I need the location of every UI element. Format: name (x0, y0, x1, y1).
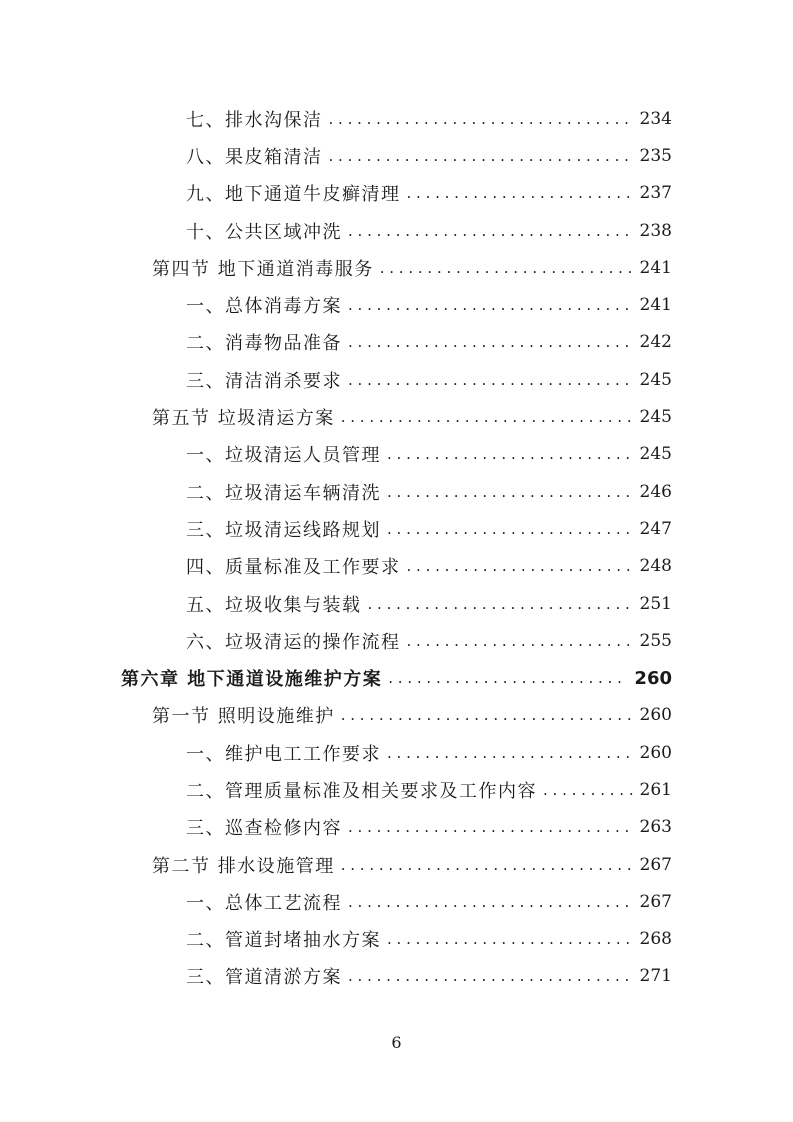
toc-entry[interactable] (0, 548, 793, 585)
toc-entry-line (186, 628, 672, 654)
toc-entry-page: 245 (639, 407, 672, 428)
toc-entry[interactable] (0, 697, 793, 734)
toc-leader-dots (348, 296, 634, 314)
toc-leader-dots (341, 856, 634, 874)
toc-leader-dots (387, 445, 634, 463)
toc-entry-title: 七、排水沟保洁 (186, 109, 323, 131)
toc-entry-page: 260 (634, 667, 672, 689)
toc-entry-page: 245 (639, 444, 672, 465)
toc-entry-title: 第一节 照明设施维护 (152, 706, 335, 728)
toc-entry-line (152, 852, 672, 878)
toc-entry-line (186, 367, 672, 393)
toc-entry-page: 234 (639, 108, 672, 129)
toc-entry-title: 九、地下通道牛皮癣清理 (186, 184, 401, 206)
toc-entry-title: 二、管道封堵抽水方案 (186, 930, 381, 952)
toc-entry[interactable] (0, 249, 793, 286)
table-of-contents (0, 100, 793, 995)
toc-entry-title: 二、垃圾清运车辆清洗 (186, 482, 381, 504)
toc-entry-page: 271 (639, 966, 672, 987)
toc-leader-dots (341, 408, 634, 426)
toc-entry-line (186, 329, 672, 355)
toc-entry-title: 一、垃圾清运人员管理 (186, 445, 381, 467)
toc-entry[interactable] (0, 883, 793, 920)
toc-entry-line (186, 740, 672, 766)
toc-leader-dots (387, 520, 634, 538)
toc-entry-page: 251 (639, 593, 672, 614)
toc-entry-line (186, 889, 672, 915)
toc-entry-title: 十、公共区域冲洗 (186, 221, 342, 243)
toc-entry-line (186, 591, 672, 617)
toc-leader-dots (348, 371, 634, 389)
toc-entry-title: 六、垃圾清运的操作流程 (186, 631, 401, 653)
toc-entry-page: 245 (639, 369, 672, 390)
toc-leader-dots (348, 967, 634, 985)
toc-entry-title: 五、垃圾收集与装载 (186, 594, 362, 616)
toc-leader-dots (388, 669, 628, 687)
toc-entry-line (186, 777, 672, 803)
toc-entry-page: 268 (639, 929, 672, 950)
toc-entry-page: 235 (639, 145, 672, 166)
toc-entry-page: 241 (639, 257, 672, 278)
toc-leader-dots (368, 595, 634, 613)
toc-entry-line (152, 255, 672, 281)
toc-entry-line (186, 180, 672, 206)
toc-leader-dots (329, 147, 634, 165)
toc-entry[interactable] (0, 809, 793, 846)
toc-leader-dots (348, 893, 634, 911)
toc-leader-dots (387, 744, 634, 762)
toc-entry[interactable] (0, 585, 793, 622)
toc-entry-title: 三、巡查检修内容 (186, 818, 342, 840)
toc-entry-line (152, 404, 672, 430)
toc-entry-line (186, 963, 672, 989)
toc-entry[interactable] (0, 398, 793, 435)
toc-entry[interactable] (0, 846, 793, 883)
toc-entry-title: 三、管道清淤方案 (186, 967, 342, 989)
toc-entry[interactable] (0, 100, 793, 137)
toc-leader-dots (348, 818, 634, 836)
toc-entry[interactable] (0, 771, 793, 808)
toc-entry-line (186, 441, 672, 467)
toc-leader-dots (387, 930, 634, 948)
toc-entry-page: 260 (639, 705, 672, 726)
toc-entry-page: 267 (639, 854, 672, 875)
toc-entry[interactable] (0, 286, 793, 323)
toc-entry-page: 267 (639, 891, 672, 912)
toc-leader-dots (543, 781, 634, 799)
toc-entry-line (186, 553, 672, 579)
toc-entry-title: 第四节 地下通道消毒服务 (152, 258, 374, 280)
toc-entry-page: 242 (639, 332, 672, 353)
toc-leader-dots (387, 483, 634, 501)
toc-leader-dots (348, 222, 634, 240)
toc-entry[interactable] (0, 958, 793, 995)
toc-entry-line (186, 106, 672, 132)
toc-entry-page: 261 (639, 779, 672, 800)
toc-entry-line (186, 292, 672, 318)
toc-leader-dots (407, 184, 634, 202)
toc-entry-line (186, 143, 672, 169)
toc-entry-line (186, 516, 672, 542)
toc-entry-page: 238 (639, 220, 672, 241)
toc-entry-line (186, 814, 672, 840)
toc-leader-dots (341, 706, 634, 724)
toc-leader-dots (407, 632, 634, 650)
toc-entry-title: 一、维护电工工作要求 (186, 743, 381, 765)
toc-entry-title: 三、垃圾清运线路规划 (186, 519, 381, 541)
toc-entry-page: 241 (639, 295, 672, 316)
toc-entry[interactable] (0, 659, 793, 696)
toc-entry-line (186, 926, 672, 952)
toc-entry-page: 248 (639, 556, 672, 577)
toc-entry-title: 四、质量标准及工作要求 (186, 557, 401, 579)
toc-entry-title: 八、果皮箱清洁 (186, 146, 323, 168)
toc-entry-line (186, 218, 672, 244)
toc-entry[interactable] (0, 212, 793, 249)
toc-entry-page: 260 (639, 742, 672, 763)
toc-entry[interactable] (0, 137, 793, 174)
toc-entry[interactable] (0, 436, 793, 473)
toc-entry-title: 一、总体消毒方案 (186, 296, 342, 318)
toc-entry-title: 第二节 排水设施管理 (152, 855, 335, 877)
toc-entry[interactable] (0, 361, 793, 398)
toc-entry-title: 二、管理质量标准及相关要求及工作内容 (186, 780, 537, 802)
toc-entry[interactable] (0, 510, 793, 547)
toc-entry-title: 第六章 地下通道设施维护方案 (121, 669, 383, 691)
toc-entry[interactable] (0, 175, 793, 212)
toc-entry-page: 237 (639, 183, 672, 204)
toc-entry-page: 246 (639, 481, 672, 502)
toc-entry[interactable] (0, 622, 793, 659)
toc-entry[interactable] (0, 473, 793, 510)
toc-entry[interactable] (0, 734, 793, 771)
toc-leader-dots (348, 333, 634, 351)
toc-entry-title: 三、清洁消杀要求 (186, 370, 342, 392)
toc-entry-title: 二、消毒物品准备 (186, 333, 342, 355)
toc-entry[interactable] (0, 324, 793, 361)
toc-entry-page: 247 (639, 518, 672, 539)
toc-leader-dots (407, 557, 634, 575)
toc-leader-dots (329, 110, 634, 128)
toc-leader-dots (380, 259, 634, 277)
toc-entry-line (186, 479, 672, 505)
toc-entry-page: 263 (639, 817, 672, 838)
page-number: 6 (391, 1033, 402, 1052)
toc-entry-line (152, 702, 672, 728)
toc-entry-line (121, 665, 672, 691)
toc-entry-title: 第五节 垃圾清运方案 (152, 408, 335, 430)
toc-entry[interactable] (0, 921, 793, 958)
toc-entry-page: 255 (639, 630, 672, 651)
toc-entry-title: 一、总体工艺流程 (186, 892, 342, 914)
